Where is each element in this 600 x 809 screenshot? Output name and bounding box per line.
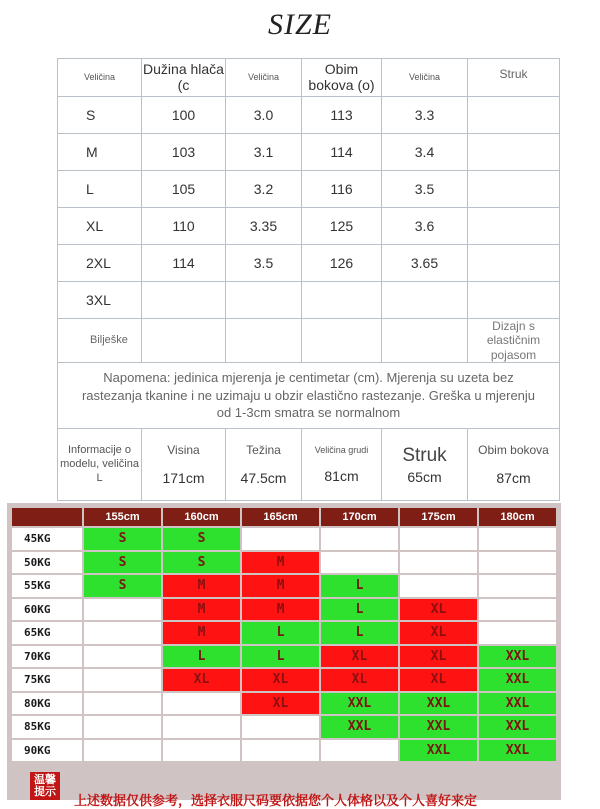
size-recommendation-cell: XXL	[400, 716, 477, 738]
weight-label: 45KG	[12, 528, 82, 550]
notes-label: Bilješke	[58, 319, 142, 363]
size-recommendation-cell: S	[84, 575, 161, 597]
size-recommendation-cell	[479, 575, 556, 597]
size-cell-size: XL	[58, 208, 142, 245]
size-recommendation-cell	[479, 528, 556, 550]
height-header: 160cm	[163, 508, 240, 526]
size-cell-length	[142, 282, 226, 319]
size-cell-hip: 114	[302, 134, 382, 171]
size-cell-length: 103	[142, 134, 226, 171]
size-recommendation-cell: L	[321, 622, 398, 644]
size-cell-v2: 3.5	[382, 171, 468, 208]
size-cell-v1: 3.35	[226, 208, 302, 245]
size-recommendation-cell: L	[163, 646, 240, 668]
size-cell-waist	[468, 282, 560, 319]
weight-row	[12, 622, 556, 644]
size-recommendation-cell: XXL	[479, 669, 556, 691]
size-recommendation-cell: XXL	[400, 693, 477, 715]
size-recommendation-cell: XL	[242, 693, 319, 715]
model-cell	[142, 429, 226, 501]
height-header: 175cm	[400, 508, 477, 526]
size-row	[58, 134, 560, 171]
size-recommendation-cell: XL	[242, 669, 319, 691]
size-header-cell: Veličina	[382, 59, 468, 97]
height-header: 155cm	[84, 508, 161, 526]
warm-tip-text: 上述数据仅供参考，选择衣服尺码要依据您个人体格以及个人喜好来定	[74, 793, 478, 808]
size-cell-hip: 125	[302, 208, 382, 245]
size-recommendation-cell: XXL	[321, 716, 398, 738]
size-recommendation-cell	[321, 528, 398, 550]
model-cell-head: Visina	[167, 442, 200, 457]
size-cell-waist	[468, 171, 560, 208]
size-recommendation-cell	[479, 599, 556, 621]
weight-row	[12, 740, 556, 762]
size-recommendation-cell: XL	[400, 622, 477, 644]
size-recommendation-cell: XXL	[321, 693, 398, 715]
size-recommendation-cell: L	[242, 646, 319, 668]
size-row	[58, 171, 560, 208]
size-recommendation-cell: L	[321, 599, 398, 621]
model-cell	[302, 429, 382, 501]
size-recommendation-cell	[242, 740, 319, 762]
weight-label: 85KG	[12, 716, 82, 738]
weight-row	[12, 528, 556, 550]
size-recommendation-cell	[163, 693, 240, 715]
size-cell-waist	[468, 134, 560, 171]
weight-label: 55KG	[12, 575, 82, 597]
size-recommendation-cell: M	[242, 599, 319, 621]
size-recommendation-cell: L	[242, 622, 319, 644]
size-row	[58, 282, 560, 319]
size-recommendation-cell: XXL	[479, 716, 556, 738]
model-cell-value: 65cm	[407, 468, 442, 485]
size-cell-hip	[302, 282, 382, 319]
size-row	[58, 208, 560, 245]
weight-row	[12, 693, 556, 715]
size-cell-hip: 126	[302, 245, 382, 282]
warm-tip-badge: 温馨提示	[30, 772, 60, 800]
size-header-row	[58, 59, 560, 97]
size-recommendation-cell: XXL	[479, 740, 556, 762]
size-table	[57, 58, 560, 501]
notes-empty-cell	[382, 319, 468, 363]
size-recommendation-cell: XXL	[479, 646, 556, 668]
size-recommendation-cell	[84, 646, 161, 668]
size-recommendation-cell	[84, 622, 161, 644]
weight-row	[12, 716, 556, 738]
size-recommendation-cell	[321, 740, 398, 762]
weight-label: 80KG	[12, 693, 82, 715]
size-cell-v2: 3.4	[382, 134, 468, 171]
size-recommendation-cell: S	[84, 552, 161, 574]
model-cell	[382, 429, 468, 501]
model-cell-head: Težina	[246, 442, 281, 457]
weight-row	[12, 669, 556, 691]
page-title: SIZE	[268, 8, 332, 41]
model-row	[58, 429, 560, 501]
size-header-cell: Obim bokova (o)	[302, 59, 382, 97]
size-cell-size: 3XL	[58, 282, 142, 319]
size-recommendation-cell: S	[163, 552, 240, 574]
size-row	[58, 245, 560, 282]
height-header: 170cm	[321, 508, 398, 526]
size-cell-v1: 3.2	[226, 171, 302, 208]
size-recommendation-cell: M	[242, 552, 319, 574]
size-recommendation-cell	[84, 599, 161, 621]
size-cell-hip: 116	[302, 171, 382, 208]
size-recommendation-cell: XL	[400, 646, 477, 668]
size-recommendation-cell	[84, 740, 161, 762]
size-recommendation-cell: XL	[400, 599, 477, 621]
weight-label: 60KG	[12, 599, 82, 621]
model-cell-value: 87cm	[496, 469, 531, 486]
height-header: 165cm	[242, 508, 319, 526]
size-recommendation-cell: M	[242, 575, 319, 597]
weight-label: 50KG	[12, 552, 82, 574]
size-recommendation-cell: XXL	[400, 740, 477, 762]
size-recommendation-cell: S	[163, 528, 240, 550]
size-recommendation-cell: L	[321, 575, 398, 597]
weight-label: 90KG	[12, 740, 82, 762]
weight-label: 70KG	[12, 646, 82, 668]
size-recommendation-cell: M	[163, 599, 240, 621]
size-recommendation-cell	[84, 716, 161, 738]
weight-row	[12, 552, 556, 574]
size-cell-v1: 3.1	[226, 134, 302, 171]
size-cell-length: 100	[142, 97, 226, 134]
weight-label: 65KG	[12, 622, 82, 644]
size-recommendation-cell: XXL	[479, 693, 556, 715]
chart-corner-cell	[12, 508, 82, 526]
model-cell-head: Obim bokova	[478, 442, 549, 457]
notes-empty-cell	[142, 319, 226, 363]
size-cell-size: M	[58, 134, 142, 171]
size-recommendation-cell: XL	[321, 669, 398, 691]
chart-header-row	[12, 508, 556, 526]
height-header: 180cm	[479, 508, 556, 526]
model-info-label: Informacije o modelu, veličina L	[58, 429, 142, 501]
size-cell-v1: 3.5	[226, 245, 302, 282]
size-cell-size: S	[58, 97, 142, 134]
size-recommendation-cell	[479, 552, 556, 574]
model-cell-value: 171cm	[162, 469, 205, 486]
size-cell-v2: 3.6	[382, 208, 468, 245]
size-cell-v2: 3.3	[382, 97, 468, 134]
size-cell-v2	[382, 282, 468, 319]
notes-empty-cell	[226, 319, 302, 363]
size-cell-v1: 3.0	[226, 97, 302, 134]
size-recommendation-cell	[400, 528, 477, 550]
size-recommendation-cell: S	[84, 528, 161, 550]
description-row	[58, 363, 560, 429]
weight-label: 75KG	[12, 669, 82, 691]
size-header-cell: Struk	[468, 59, 560, 97]
model-cell-head: Veličina grudi	[314, 445, 369, 456]
size-recommendation-cell: XL	[163, 669, 240, 691]
size-cell-waist	[468, 245, 560, 282]
size-header-cell: Dužina hlača (c	[142, 59, 226, 97]
size-row	[58, 97, 560, 134]
size-cell-waist	[468, 208, 560, 245]
design-note: Dizajn s elastičnim pojasom	[468, 319, 560, 363]
model-cell-value: 81cm	[324, 467, 359, 484]
size-recommendation-cell	[242, 528, 319, 550]
size-cell-length: 105	[142, 171, 226, 208]
size-recommendation-cell	[163, 740, 240, 762]
model-cell-value: 47.5cm	[240, 469, 287, 486]
weight-row	[12, 575, 556, 597]
size-cell-size: 2XL	[58, 245, 142, 282]
size-recommendation-cell: XL	[321, 646, 398, 668]
weight-size-chart	[7, 503, 561, 800]
size-recommendation-cell	[400, 575, 477, 597]
model-cell-head: Struk	[402, 444, 447, 466]
size-cell-v1	[226, 282, 302, 319]
size-recommendation-cell	[84, 669, 161, 691]
size-recommendation-cell: XL	[400, 669, 477, 691]
size-recommendation-cell	[400, 552, 477, 574]
size-cell-waist	[468, 97, 560, 134]
size-cell-size: L	[58, 171, 142, 208]
size-recommendation-cell	[479, 622, 556, 644]
model-cell	[468, 429, 560, 501]
size-cell-hip: 113	[302, 97, 382, 134]
weight-row	[12, 646, 556, 668]
size-recommendation-cell: M	[163, 575, 240, 597]
notes-empty-cell	[302, 319, 382, 363]
size-recommendation-cell	[321, 552, 398, 574]
model-cell	[226, 429, 302, 501]
weight-row	[12, 599, 556, 621]
size-cell-length: 114	[142, 245, 226, 282]
size-cell-v2: 3.65	[382, 245, 468, 282]
size-header-cell: Veličina	[58, 59, 142, 97]
notes-row	[58, 319, 560, 363]
measurement-note: Napomena: jedinica mjerenja je centimetar (cm). Mjerenja su uzeta bez rastezanja tkanine i ne uzimaju u obzir elastično rastezanje. Greška u mjerenju od 1-3cm smatra se normalnom	[58, 363, 560, 429]
size-recommendation-cell	[242, 716, 319, 738]
size-recommendation-cell	[163, 716, 240, 738]
size-cell-length: 110	[142, 208, 226, 245]
size-recommendation-cell	[84, 693, 161, 715]
size-header-cell: Veličina	[226, 59, 302, 97]
size-recommendation-cell: M	[163, 622, 240, 644]
